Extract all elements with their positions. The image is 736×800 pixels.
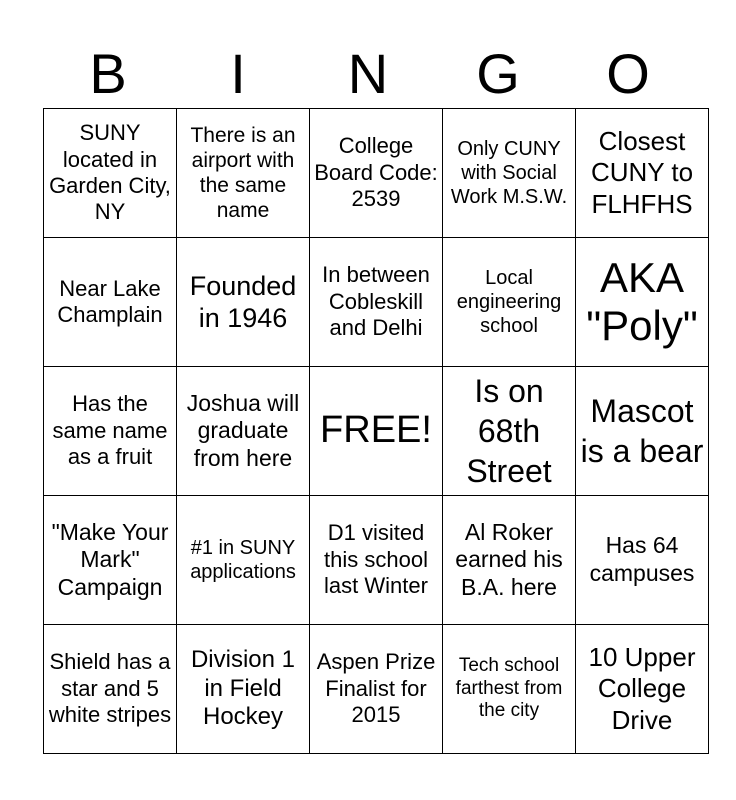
bingo-cell-o2[interactable]: AKA "Poly" (576, 238, 709, 367)
bingo-cell-n3-free[interactable]: FREE! (310, 367, 443, 496)
bingo-board (43, 108, 709, 754)
header-letter-b: B (89, 42, 127, 105)
bingo-cell-n4[interactable]: D1 visited this school last Winter (310, 496, 443, 625)
bingo-cell-b3[interactable]: Has the same name as a fruit (44, 367, 177, 496)
bingo-header (43, 40, 693, 108)
bingo-cell-i5[interactable]: Division 1 in Field Hockey (177, 625, 310, 754)
board-row-3 (44, 367, 709, 496)
header-letter-i: I (230, 42, 246, 105)
bingo-cell-i4[interactable]: #1 in SUNY applications (177, 496, 310, 625)
header-letter-o: O (606, 42, 650, 105)
bingo-cell-g2[interactable]: Local engineering school (443, 238, 576, 367)
board-row-5 (44, 625, 709, 754)
bingo-cell-n2[interactable]: In between Cobleskill and Delhi (310, 238, 443, 367)
bingo-cell-n1[interactable]: College Board Code: 2539 (310, 109, 443, 238)
bingo-cell-i2[interactable]: Founded in 1946 (177, 238, 310, 367)
bingo-cell-b4[interactable]: "Make Your Mark" Campaign (44, 496, 177, 625)
bingo-cell-i1[interactable]: There is an airport with the same name (177, 109, 310, 238)
bingo-cell-i3[interactable]: Joshua will graduate from here (177, 367, 310, 496)
board-row-2 (44, 238, 709, 367)
bingo-cell-b1[interactable]: SUNY located in Garden City, NY (44, 109, 177, 238)
bingo-cell-n5[interactable]: Aspen Prize Finalist for 2015 (310, 625, 443, 754)
bingo-cell-g3[interactable]: Is on 68th Street (443, 367, 576, 496)
bingo-cell-g4[interactable]: Al Roker earned his B.A. here (443, 496, 576, 625)
bingo-cell-g5[interactable]: Tech school farthest from the city (443, 625, 576, 754)
bingo-cell-o1[interactable]: Closest CUNY to FLHFHS (576, 109, 709, 238)
bingo-cell-o5[interactable]: 10 Upper College Drive (576, 625, 709, 754)
bingo-cell-b2[interactable]: Near Lake Champlain (44, 238, 177, 367)
bingo-cell-g1[interactable]: Only CUNY with Social Work M.S.W. (443, 109, 576, 238)
header-letter-n: N (347, 42, 389, 105)
board-row-1 (44, 109, 709, 238)
bingo-cell-o4[interactable]: Has 64 campuses (576, 496, 709, 625)
header-letter-g: G (476, 42, 520, 105)
board-row-4 (44, 496, 709, 625)
bingo-cell-o3[interactable]: Mascot is a bear (576, 367, 709, 496)
bingo-cell-b5[interactable]: Shield has a star and 5 white stripes (44, 625, 177, 754)
